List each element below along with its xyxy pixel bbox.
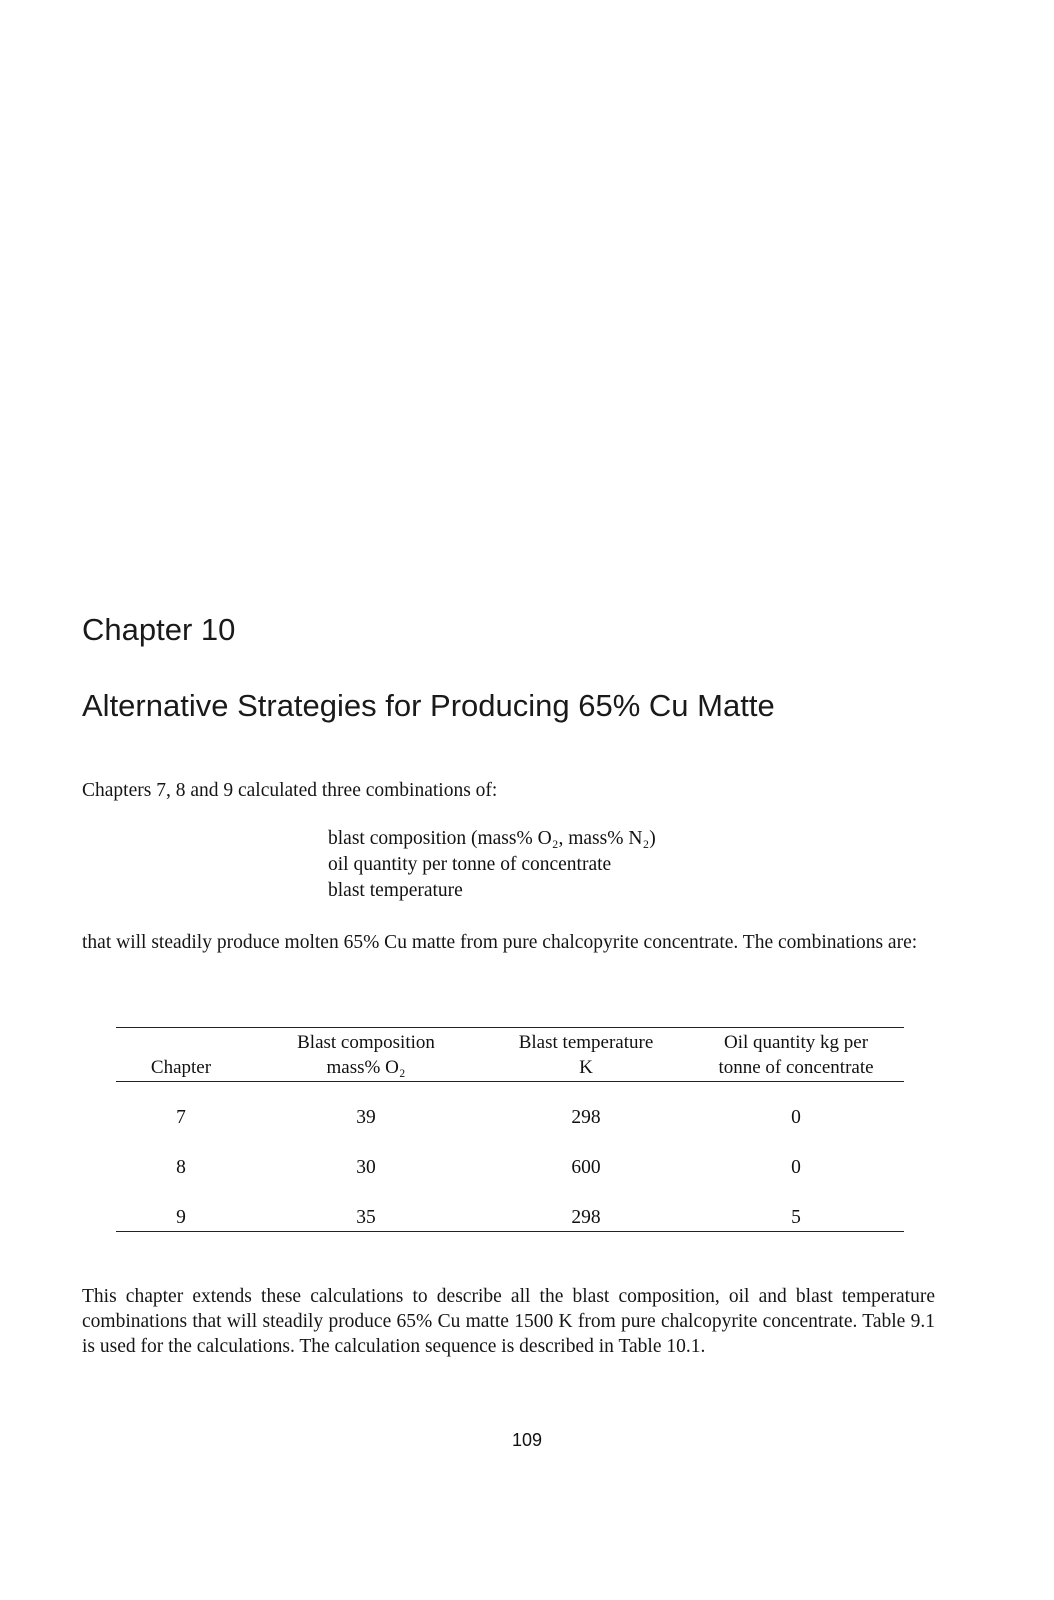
- header-oil-quantity-unit: tonne of concentrate: [718, 1057, 874, 1078]
- table-cell: 0: [791, 1157, 801, 1178]
- table-cell: 298: [571, 1207, 601, 1228]
- table-cell: 600: [571, 1157, 601, 1178]
- header-chapter: Chapter: [150, 1057, 212, 1078]
- header-blast-composition: Blast composition: [297, 1032, 435, 1053]
- table-cell: 30: [356, 1157, 376, 1178]
- table-cell: 39: [356, 1107, 376, 1128]
- table-cell: 0: [791, 1107, 801, 1128]
- intro-paragraph: Chapters 7, 8 and 9 calculated three combinations of:: [82, 780, 498, 801]
- combination-list: [328, 826, 748, 904]
- header-blast-composition-unit: mass% O₂: [326, 1057, 406, 1078]
- chapter-label: Chapter 10: [82, 612, 236, 647]
- table-cell: 298: [571, 1107, 601, 1128]
- header-blast-temperature: Blast temperature: [518, 1032, 654, 1053]
- table-cell: 9: [176, 1207, 186, 1228]
- list-item: blast temperature: [328, 880, 463, 901]
- closing-paragraph: This chapter extends these calculations to describe all the blast composition, oil and blast temperature combinations that will steadily produce 65% Cu matte 1500 K from pure chalcopyrite concentrate. Table 9.1 is used for the calculations. The calculation sequence is described in Table 10.1.: [82, 1286, 935, 1357]
- table-cell: 8: [176, 1157, 186, 1178]
- table-cell: 35: [356, 1207, 376, 1228]
- table-top-rule: [116, 1027, 904, 1028]
- list-item: blast composition (mass% O₂, mass% N₂): [328, 828, 656, 849]
- page-number: 109: [511, 1430, 543, 1450]
- table-bottom-rule: [116, 1231, 904, 1232]
- table-cell: 5: [791, 1207, 801, 1228]
- header-oil-quantity: Oil quantity kg per: [723, 1032, 869, 1053]
- list-item: oil quantity per tonne of concentrate: [328, 854, 612, 875]
- after-list-paragraph: that will steadily produce molten 65% Cu matte from pure chalcopyrite concentrate. The combinations are:: [82, 932, 918, 953]
- header-blast-temperature-unit: K: [579, 1057, 593, 1078]
- chapter-title: Alternative Strategies for Producing 65% Cu Matte: [82, 688, 775, 723]
- table-header-rule: [116, 1081, 904, 1082]
- table-cell: 7: [176, 1107, 186, 1128]
